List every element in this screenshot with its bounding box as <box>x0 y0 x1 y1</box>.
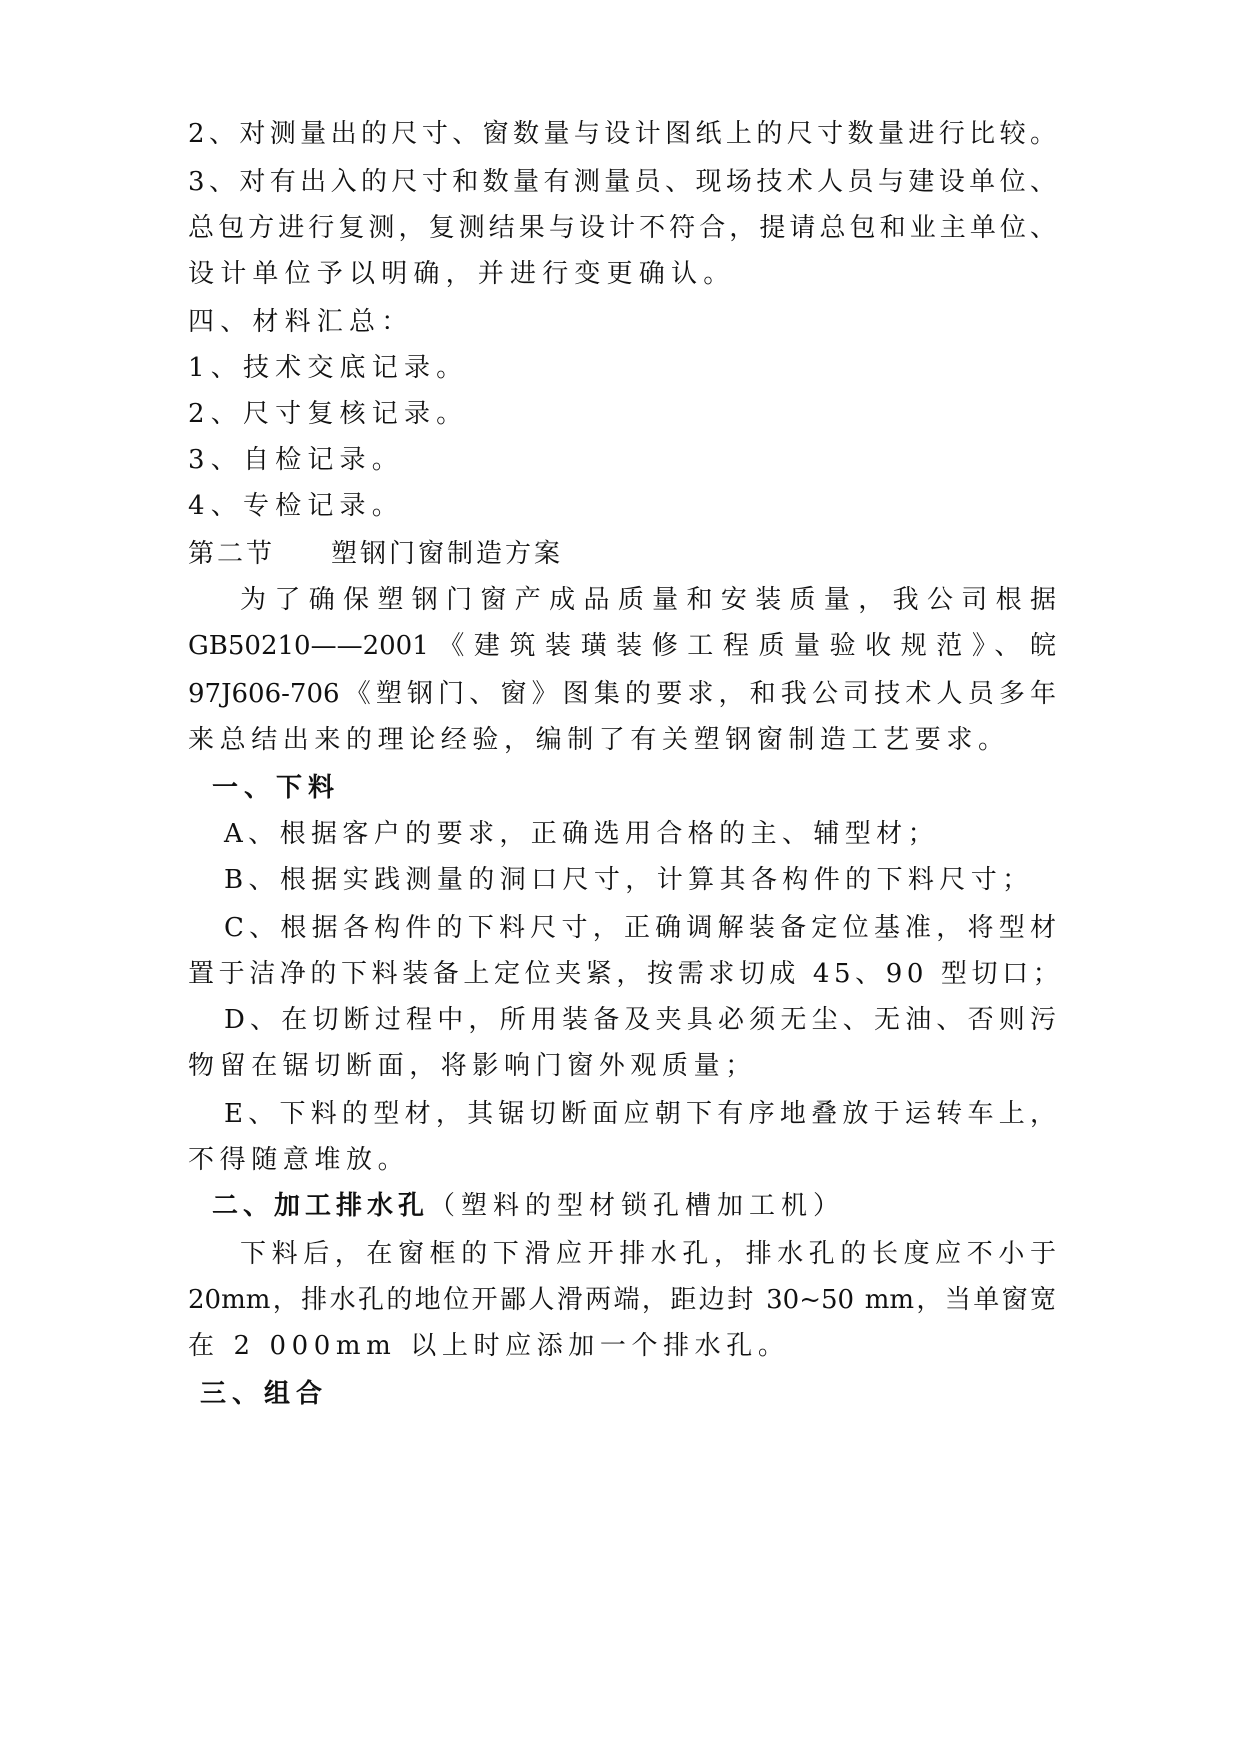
subheading: 三、组合 <box>200 1379 329 1409</box>
paragraph-line: 2、对测量出的尺寸、窗数量与设计图纸上的尺寸数量进行比较。 <box>188 119 1056 149</box>
paragraph-line: A、根据客户的要求，正确选用合格的主、辅型材； <box>224 819 939 849</box>
section-title: 塑钢门窗制造方案 <box>331 539 564 569</box>
subheading-note: （塑料的型材锁孔槽加工机） <box>429 1191 846 1221</box>
subheading: 一、下料 <box>212 773 341 803</box>
paragraph-line: 总包方进行复测，复测结果与设计不符合，提请总包和业主单位、 <box>188 213 1056 243</box>
paragraph-line: E、下料的型材，其锯切断面应朝下有序地叠放于运转车上， <box>224 1099 1056 1129</box>
paragraph-line: 设计单位予以明确，并进行变更确认。 <box>188 259 736 289</box>
paragraph-line: 物留在锯切断面，将影响门窗外观质量； <box>188 1051 757 1081</box>
section-number: 第二节 <box>188 539 276 569</box>
paragraph-line: C、根据各构件的下料尺寸，正确调解装备定位基准，将型材 <box>224 913 1056 943</box>
paragraph-line: 97J606-706《塑钢门、窗》图集的要求，和我公司技术人员多年 <box>188 679 1056 709</box>
section-heading <box>188 538 563 570</box>
paragraph-line: 在 2 000mm 以上时应添加一个排水孔。 <box>188 1331 790 1361</box>
paragraph-line: 20mm，排水孔的地位开鄙人滑两端，距边封 30~50 mm，当单窗宽 <box>188 1285 1056 1315</box>
subheading <box>212 1190 845 1222</box>
list-heading: 四、材料汇总： <box>188 307 414 337</box>
list-item: 4、专检记录。 <box>188 491 404 521</box>
paragraph-line: D、在切断过程中，所用装备及夹具必须无尘、无油、否则污 <box>224 1005 1056 1035</box>
paragraph-line: 来总结出来的理论经验，编制了有关塑钢窗制造工艺要求。 <box>188 725 1010 755</box>
paragraph-line: 不得随意堆放。 <box>188 1145 410 1175</box>
subheading-title: 二、加工排水孔 <box>212 1191 430 1221</box>
paragraph-line: B、根据实践测量的洞口尺寸，计算其各构件的下料尺寸； <box>224 865 1034 895</box>
paragraph-line: 下料后，在窗框的下滑应开排水孔，排水孔的长度应不小于 <box>240 1239 1056 1269</box>
paragraph-line: 3、对有出入的尺寸和数量有测量员、现场技术人员与建设单位、 <box>188 167 1056 197</box>
paragraph-line: GB50210——2001《建筑装璜装修工程质量验收规范》、皖 <box>188 631 1056 661</box>
list-item: 1、技术交底记录。 <box>188 353 469 383</box>
list-item: 3、自检记录。 <box>188 445 404 475</box>
list-item: 2、尺寸复核记录。 <box>188 399 469 429</box>
paragraph-line: 为了确保塑钢门窗产成品质量和安装质量，我公司根据 <box>240 585 1056 615</box>
paragraph-line: 置于洁净的下料装备上定位夹紧，按需求切成 45、90 型切口； <box>188 959 1064 989</box>
